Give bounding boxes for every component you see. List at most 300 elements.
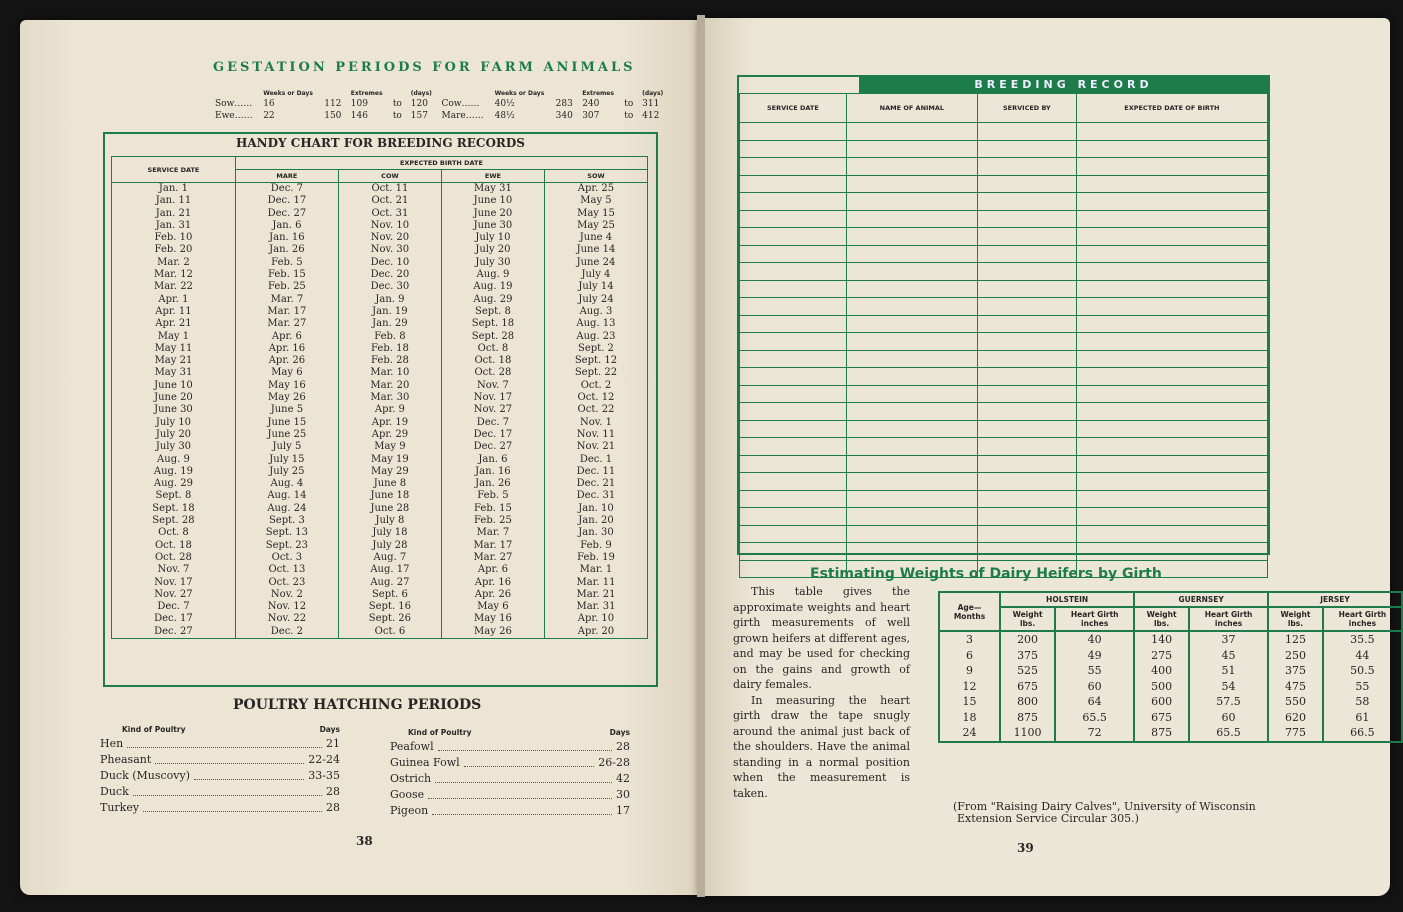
record-entry-cell[interactable] [846, 525, 977, 543]
record-entry-cell[interactable] [977, 508, 1076, 526]
record-row [740, 210, 1268, 228]
gestation-cell: 109 [350, 99, 368, 109]
record-entry-cell[interactable] [846, 210, 977, 228]
gestation-cell: 22 [263, 111, 275, 121]
date-cell: Oct. 22 [544, 404, 647, 416]
girth-cell: 525 [1000, 663, 1055, 679]
record-entry-cell[interactable] [740, 298, 847, 316]
record-entry-cell[interactable] [1076, 350, 1267, 368]
record-entry-cell[interactable] [977, 280, 1076, 298]
girth-cell: 140 [1134, 631, 1189, 648]
date-cell: Nov. 17 [441, 392, 544, 404]
record-entry-cell[interactable] [740, 228, 847, 246]
record-entry-cell[interactable] [740, 420, 847, 438]
poultry-kind: Peafowl [390, 740, 434, 753]
date-cell: Nov. 27 [441, 404, 544, 416]
date-cell: Dec. 17 [235, 195, 338, 207]
table-row [112, 269, 648, 281]
record-entry-cell[interactable] [740, 525, 847, 543]
gestation-cell: to [624, 99, 634, 109]
date-cell: Jan. 10 [544, 503, 647, 515]
dot-leader [464, 755, 595, 767]
record-row [740, 315, 1268, 333]
record-column-header: SERVICED BY [977, 94, 1076, 123]
dot-leader [194, 768, 304, 780]
girth-cell: 60 [1055, 679, 1134, 695]
record-entry-cell[interactable] [846, 280, 977, 298]
gestation-header-cell: Extremes [350, 90, 383, 97]
date-cell: Feb. 10 [112, 232, 236, 244]
date-cell: July 30 [112, 441, 236, 453]
date-cell: Sept. 3 [235, 515, 338, 527]
gestation-cell: 240 [582, 99, 600, 109]
record-row [740, 193, 1268, 211]
record-entry-cell[interactable] [740, 158, 847, 176]
dot-leader [133, 784, 322, 796]
record-entry-cell[interactable] [740, 193, 847, 211]
record-entry-cell[interactable] [740, 490, 847, 508]
girth-header: Heart Girth inches [1055, 607, 1134, 631]
record-entry-cell[interactable] [977, 140, 1076, 158]
record-entry-cell[interactable] [977, 385, 1076, 403]
date-cell: May 25 [544, 220, 647, 232]
poultry-title: POULTRY HATCHING PERIODS [233, 697, 482, 713]
date-cell: July 25 [235, 466, 338, 478]
date-cell: Aug. 24 [235, 503, 338, 515]
date-cell: June 5 [235, 404, 338, 416]
record-entry-cell[interactable] [846, 315, 977, 333]
record-entry-cell[interactable] [977, 350, 1076, 368]
poultry-header [100, 725, 340, 734]
date-cell: Mar. 1 [544, 564, 647, 576]
record-entry-cell[interactable] [846, 438, 977, 456]
poultry-days: 21 [326, 737, 340, 750]
date-cell: Sept. 6 [338, 589, 441, 601]
date-cell: Dec. 2 [235, 626, 338, 639]
gestation-cell: 150 [324, 111, 342, 121]
record-entry-cell[interactable] [846, 298, 977, 316]
record-row [740, 420, 1268, 438]
table-row [112, 441, 648, 453]
record-entry-cell[interactable] [977, 210, 1076, 228]
gestation-cell: 146 [350, 111, 368, 121]
date-cell: Oct. 11 [338, 183, 441, 196]
poultry-days: 28 [616, 740, 630, 753]
date-cell: Jan. 11 [112, 195, 236, 207]
record-entry-cell[interactable] [1076, 140, 1267, 158]
table-row [112, 552, 648, 564]
record-entry-cell[interactable] [740, 350, 847, 368]
girth-cell: 250 [1268, 648, 1323, 664]
girth-cell: 49 [1055, 648, 1134, 664]
record-entry-cell[interactable] [1076, 490, 1267, 508]
date-cell: Apr. 6 [235, 331, 338, 343]
date-cell: May 5 [544, 195, 647, 207]
date-cell: Nov. 27 [112, 589, 236, 601]
record-entry-cell[interactable] [740, 473, 847, 491]
dot-leader [155, 752, 304, 764]
record-entry-cell[interactable] [1076, 508, 1267, 526]
poultry-days: 28 [326, 785, 340, 798]
girth-cell: 72 [1055, 725, 1134, 742]
table-row [112, 331, 648, 343]
date-cell: Apr. 21 [112, 318, 236, 330]
record-row [740, 508, 1268, 526]
gestation-header-cell: Extremes [582, 90, 614, 97]
date-cell: Nov. 7 [112, 564, 236, 576]
date-cell: July 10 [112, 417, 236, 429]
date-cell: Mar. 11 [544, 577, 647, 589]
record-entry-cell[interactable] [740, 245, 847, 263]
record-entry-cell[interactable] [1076, 315, 1267, 333]
date-cell: Mar. 21 [544, 589, 647, 601]
record-entry-cell[interactable] [846, 175, 977, 193]
date-cell: Sept. 8 [441, 306, 544, 318]
date-cell: Sept. 22 [544, 367, 647, 379]
age-header: Age—Months [939, 592, 1000, 631]
record-entry-cell[interactable] [740, 123, 847, 141]
record-entry-cell[interactable] [977, 298, 1076, 316]
heifer-paragraph-1: This table gives the approximate weights and heart girth measurements of well grown heifers at different ages, and may be used for checking on the gains and growth of dairy females. [733, 585, 910, 691]
record-entry-cell[interactable] [846, 193, 977, 211]
list-item [100, 736, 340, 752]
record-entry-cell[interactable] [977, 315, 1076, 333]
record-entry-cell[interactable] [1076, 525, 1267, 543]
record-entry-cell[interactable] [846, 158, 977, 176]
gestation-cell: 48½ [494, 111, 515, 121]
date-cell: Mar. 20 [338, 380, 441, 392]
girth-cell: 600 [1134, 694, 1189, 710]
date-cell: Aug. 4 [235, 478, 338, 490]
record-entry-cell[interactable] [977, 228, 1076, 246]
date-cell: Oct. 13 [235, 564, 338, 576]
gestation-cell: 120 [410, 99, 428, 109]
days-header: Days [609, 728, 630, 737]
date-cell: July 15 [235, 454, 338, 466]
record-entry-cell[interactable] [846, 490, 977, 508]
record-row [740, 525, 1268, 543]
record-row [740, 490, 1268, 508]
date-cell: Nov. 2 [235, 589, 338, 601]
date-cell: Dec. 1 [544, 454, 647, 466]
record-entry-cell[interactable] [740, 210, 847, 228]
record-entry-cell[interactable] [846, 333, 977, 351]
record-entry-cell[interactable] [740, 175, 847, 193]
record-row [740, 298, 1268, 316]
record-entry-cell[interactable] [1076, 543, 1267, 561]
date-cell: Apr. 26 [441, 589, 544, 601]
record-entry-cell[interactable] [740, 455, 847, 473]
table-row [112, 626, 648, 639]
date-cell: Dec. 30 [338, 281, 441, 293]
record-entry-cell[interactable] [977, 245, 1076, 263]
date-cell: Jan. 29 [338, 318, 441, 330]
date-cell: Aug. 23 [544, 331, 647, 343]
record-entry-cell[interactable] [740, 333, 847, 351]
record-entry-cell[interactable] [977, 263, 1076, 281]
girth-cell: 375 [1268, 663, 1323, 679]
date-cell: Apr. 25 [544, 183, 647, 196]
record-entry-cell[interactable] [977, 490, 1076, 508]
date-cell: Nov. 21 [544, 441, 647, 453]
girth-cell: 45 [1189, 648, 1268, 664]
record-entry-cell[interactable] [1076, 438, 1267, 456]
record-entry-cell[interactable] [740, 368, 847, 386]
record-entry-cell[interactable] [1076, 473, 1267, 491]
record-entry-cell[interactable] [977, 368, 1076, 386]
list-item [390, 787, 630, 803]
date-cell: Dec. 11 [544, 466, 647, 478]
list-item [390, 803, 630, 819]
record-entry-cell[interactable] [846, 245, 977, 263]
table-row [939, 694, 1402, 710]
date-cell: Mar. 17 [441, 540, 544, 552]
dot-leader [428, 787, 612, 799]
record-entry-cell[interactable] [1076, 280, 1267, 298]
date-cell: Feb. 15 [235, 269, 338, 281]
girth-cell: 800 [1000, 694, 1055, 710]
record-row [740, 263, 1268, 281]
date-cell: Oct. 21 [338, 195, 441, 207]
record-entry-cell[interactable] [977, 543, 1076, 561]
date-cell: Nov. 10 [338, 220, 441, 232]
date-cell: Sept. 28 [112, 515, 236, 527]
table-row [112, 490, 648, 502]
poultry-header [390, 728, 630, 737]
record-entry-cell[interactable] [740, 403, 847, 421]
table-row [112, 244, 648, 256]
date-cell: July 20 [441, 244, 544, 256]
table-row [112, 220, 648, 232]
date-cell: July 10 [441, 232, 544, 244]
record-entry-cell[interactable] [977, 420, 1076, 438]
gestation-cell: 412 [642, 111, 660, 121]
record-entry-cell[interactable] [977, 525, 1076, 543]
dot-leader [143, 800, 322, 812]
record-row [740, 158, 1268, 176]
poultry-days: 42 [616, 772, 630, 785]
date-cell: Sept. 18 [441, 318, 544, 330]
record-entry-cell[interactable] [1076, 228, 1267, 246]
date-cell: June 18 [338, 490, 441, 502]
girth-cell: 37 [1189, 631, 1268, 648]
record-entry-cell[interactable] [1076, 263, 1267, 281]
date-cell: Mar. 12 [112, 269, 236, 281]
girth-cell: 550 [1268, 694, 1323, 710]
date-cell: July 20 [112, 429, 236, 441]
record-entry-cell[interactable] [846, 368, 977, 386]
date-cell: Dec. 7 [441, 417, 544, 429]
date-cell: Apr. 11 [112, 306, 236, 318]
gestation-header-cell [553, 90, 578, 97]
date-cell: Apr. 19 [338, 417, 441, 429]
record-entry-cell[interactable] [846, 228, 977, 246]
record-entry-cell[interactable] [740, 280, 847, 298]
record-entry-cell[interactable] [740, 140, 847, 158]
record-entry-cell[interactable] [846, 473, 977, 491]
table-row [112, 343, 648, 355]
date-cell: Sept. 26 [338, 613, 441, 625]
date-cell: Jan. 31 [112, 220, 236, 232]
gestation-cell: 307 [582, 111, 600, 121]
record-entry-cell[interactable] [1076, 158, 1267, 176]
record-row [740, 543, 1268, 561]
record-entry-cell[interactable] [740, 385, 847, 403]
table-row [112, 417, 648, 429]
kind-header: Kind of Poultry [408, 728, 472, 737]
date-cell: Mar. 30 [338, 392, 441, 404]
date-cell: Nov. 22 [235, 613, 338, 625]
girth-cell: 375 [1000, 648, 1055, 664]
record-row [740, 245, 1268, 263]
gestation-cell: to [392, 99, 402, 109]
poultry-kind: Goose [390, 788, 425, 801]
record-entry-cell[interactable] [977, 333, 1076, 351]
poultry-days: 30 [616, 788, 630, 801]
record-entry-cell[interactable] [977, 473, 1076, 491]
record-entry-cell[interactable] [1076, 420, 1267, 438]
gestation-cell: to [392, 111, 402, 121]
gestation-header-cell: Weeks or Days [494, 90, 545, 97]
gestation-table [210, 88, 670, 123]
gestation-cell: 40½ [494, 99, 515, 109]
girth-cell: 50.5 [1323, 663, 1402, 679]
girth-cell: 24 [939, 725, 1000, 742]
record-row [740, 280, 1268, 298]
record-entry-cell[interactable] [846, 420, 977, 438]
date-cell: Oct. 28 [441, 367, 544, 379]
record-entry-cell[interactable] [1076, 455, 1267, 473]
record-entry-cell[interactable] [740, 543, 847, 561]
date-cell: May 21 [112, 355, 236, 367]
date-cell: Dec. 21 [544, 478, 647, 490]
date-cell: June 14 [544, 244, 647, 256]
record-entry-cell[interactable] [977, 123, 1076, 141]
breeding-chart-table [111, 156, 648, 639]
girth-cell: 58 [1323, 694, 1402, 710]
record-entry-cell[interactable] [977, 438, 1076, 456]
date-cell: Sept. 13 [235, 527, 338, 539]
gestation-cell: 112 [324, 99, 342, 109]
date-cell: May 29 [338, 466, 441, 478]
record-entry-cell[interactable] [740, 315, 847, 333]
date-cell: Oct. 3 [235, 552, 338, 564]
date-cell: Aug. 27 [338, 577, 441, 589]
date-cell: May 9 [338, 441, 441, 453]
list-item [100, 768, 340, 784]
poultry-kind: Guinea Fowl [390, 756, 460, 769]
poultry-kind: Ostrich [390, 772, 432, 785]
date-cell: June 30 [441, 220, 544, 232]
date-cell: Feb. 18 [338, 343, 441, 355]
date-cell: Jan. 20 [544, 515, 647, 527]
gestation-header-cell [321, 90, 346, 97]
date-cell: July 8 [338, 515, 441, 527]
record-entry-cell[interactable] [1076, 245, 1267, 263]
record-entry-cell[interactable] [740, 438, 847, 456]
record-entry-cell[interactable] [846, 455, 977, 473]
species-header: EWE [441, 170, 544, 183]
record-entry-cell[interactable] [1076, 403, 1267, 421]
record-entry-cell[interactable] [846, 350, 977, 368]
record-entry-cell[interactable] [977, 175, 1076, 193]
date-cell: Nov. 20 [338, 232, 441, 244]
record-entry-cell[interactable] [1076, 175, 1267, 193]
record-entry-cell[interactable] [1076, 193, 1267, 211]
record-entry-cell[interactable] [1076, 210, 1267, 228]
record-entry-cell[interactable] [977, 455, 1076, 473]
date-cell: Oct. 28 [112, 552, 236, 564]
date-cell: Sept. 28 [441, 331, 544, 343]
date-cell: Nov. 1 [544, 417, 647, 429]
date-cell: Dec. 31 [544, 490, 647, 502]
date-cell: Aug. 9 [441, 269, 544, 281]
record-row [740, 438, 1268, 456]
breeding-chart-title: HANDY CHART FOR BREEDING RECORDS [236, 136, 525, 150]
record-entry-cell[interactable] [846, 508, 977, 526]
record-entry-cell[interactable] [846, 140, 977, 158]
heifer-paragraph-2: In measuring the heart girth draw the tape snugly around the animal just back of the shoulders. Have the animal standing in a normal position when the measurement is taken. [733, 693, 910, 800]
record-entry-cell[interactable] [1076, 368, 1267, 386]
record-entry-cell[interactable] [740, 508, 847, 526]
species-header: COW [338, 170, 441, 183]
record-entry-cell[interactable] [1076, 333, 1267, 351]
record-entry-cell[interactable] [1076, 298, 1267, 316]
date-cell: Oct. 8 [112, 527, 236, 539]
record-entry-cell[interactable] [977, 158, 1076, 176]
date-cell: July 4 [544, 269, 647, 281]
record-entry-cell[interactable] [846, 385, 977, 403]
date-cell: Aug. 13 [544, 318, 647, 330]
record-entry-cell[interactable] [740, 263, 847, 281]
date-cell: Feb. 5 [441, 490, 544, 502]
breed-header: JERSEY [1268, 592, 1402, 607]
footnote-line-1: (From "Raising Dairy Calves", University of Wisconsin [953, 800, 1256, 813]
date-cell: July 5 [235, 441, 338, 453]
table-row [939, 679, 1402, 695]
table-row [112, 540, 648, 552]
record-entry-cell[interactable] [1076, 385, 1267, 403]
date-cell: May 1 [112, 331, 236, 343]
gestation-header-cell [390, 90, 406, 97]
dot-leader [435, 771, 612, 783]
date-cell: Aug. 19 [112, 466, 236, 478]
date-cell: Jan. 9 [338, 294, 441, 306]
girth-cell: 9 [939, 663, 1000, 679]
record-entry-cell[interactable] [846, 403, 977, 421]
record-entry-cell[interactable] [977, 193, 1076, 211]
date-cell: July 24 [544, 294, 647, 306]
date-cell: June 25 [235, 429, 338, 441]
record-entry-cell[interactable] [846, 543, 977, 561]
record-row [740, 385, 1268, 403]
record-entry-cell[interactable] [846, 123, 977, 141]
gestation-cell: 311 [642, 99, 660, 109]
girth-cell: 6 [939, 648, 1000, 664]
date-cell: Sept. 16 [338, 601, 441, 613]
poultry-list-left [100, 725, 340, 816]
gestation-cell: Cow…… [441, 99, 480, 109]
record-entry-cell[interactable] [846, 263, 977, 281]
poultry-kind: Hen [100, 737, 124, 750]
table-row [112, 195, 648, 207]
record-entry-cell[interactable] [977, 403, 1076, 421]
weight-header: Weight lbs. [1268, 607, 1323, 631]
gestation-cell: Ewe…… [215, 111, 253, 121]
weight-header: Weight lbs. [1000, 607, 1055, 631]
date-cell: Mar. 22 [112, 281, 236, 293]
record-entry-cell[interactable] [1076, 123, 1267, 141]
